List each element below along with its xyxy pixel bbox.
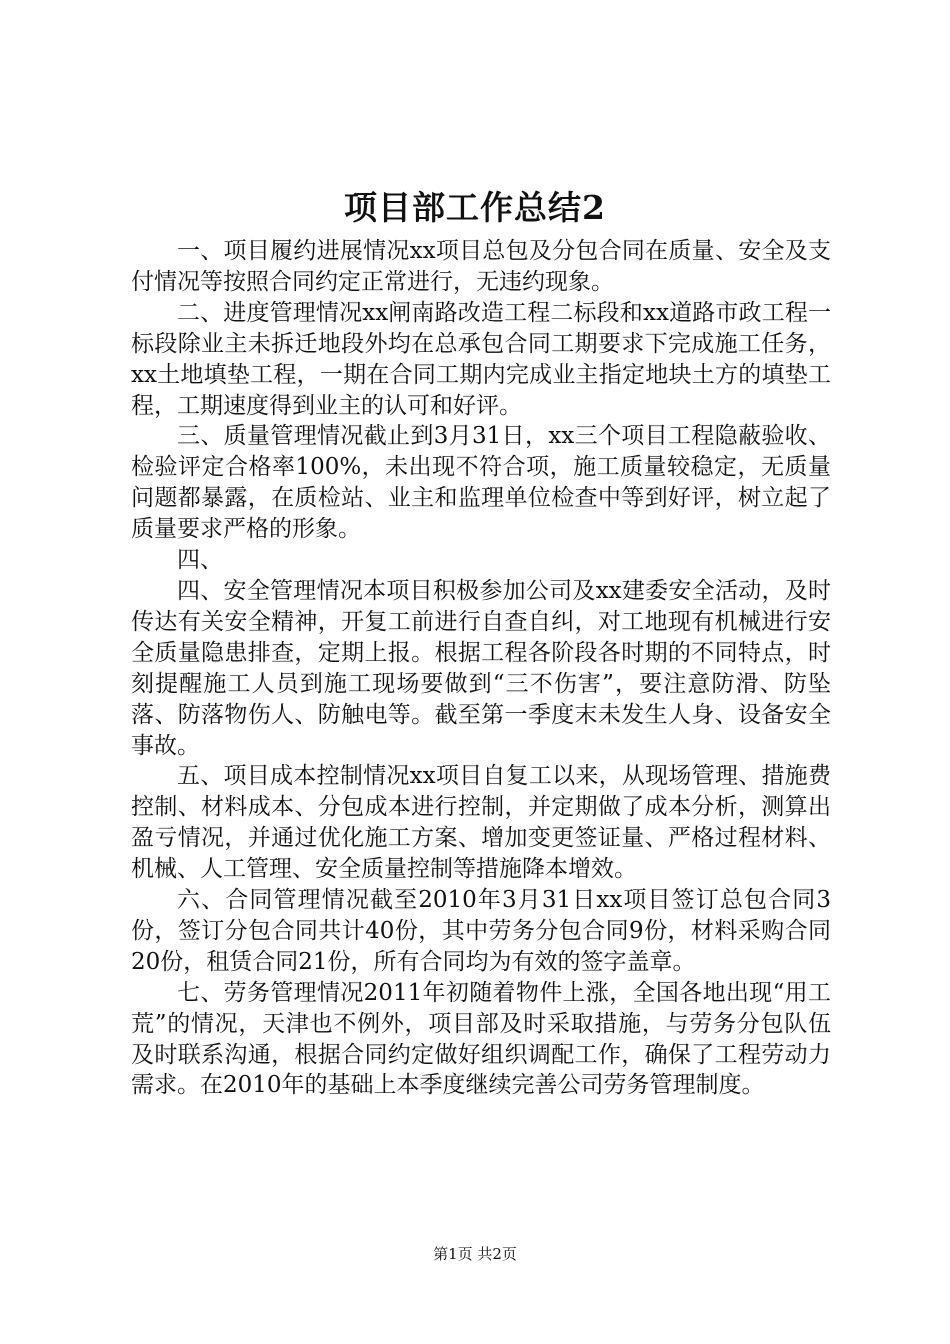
paragraph-7: 六、合同管理情况截至2010年3月31日xx项目签订总包合同3份，签订分包合同共计40份，其中劳务分包合同9份，材料采购合同20份，租赁合同21份，所有合同均为有效的签字盖章。: [131, 887, 831, 975]
page-number-footer: 第1页 共2页: [433, 1245, 517, 1263]
paragraph-1: 一、项目履约进展情况xx项目总包及分包合同在质量、安全及支付情况等按照合同约定正常进行，无违约现象。: [131, 238, 831, 295]
paragraph-8: 七、劳务管理情况2011年初随着物件上涨，全国各地出现“用工荒”的情况，天津也不例外，项目部及时采取措施，与劳务分包队伍及时联系沟通，根据合同约定做好组织调配工作，确保了工程劳动力需求。在2010年的基础上本季度继续完善公司劳务管理制度。: [131, 979, 831, 1099]
document-body: [131, 236, 831, 1101]
paragraph-5: 四、安全管理情况本项目积极参加公司及xx建委安全活动，及时传达有关安全精神，开复工前进行自查自纠，对工地现有机械进行安全质量隐患排查，定期上报。根据工程各阶段各时期的不同特点，时刻提醒施工人员到施工现场要做到“三不伤害”，要注意防滑、防坠落、防落物伤人、防触电等。截至第一季度末未发生人身、设备安全事故。: [131, 577, 831, 759]
paragraph-3: 三、质量管理情况截止到3月31日，xx三个项目工程隐蔽验收、检验评定合格率100%，未出现不符合项，施工质量较稳定，无质量问题都暴露，在质检站、业主和监理单位检查中等到好评，树立起了质量要求严格的形象。: [131, 423, 831, 543]
paragraph-2: 二、进度管理情况xx闸南路改造工程二标段和xx道路市政工程一标段除业主未拆迁地段外均在总承包合同工期要求下完成施工任务，xx土地填垫工程，一期在合同工期内完成业主指定地块土方的填垫工程，工期速度得到业主的认可和好评。: [131, 299, 831, 419]
paragraph-4: 四、: [177, 547, 223, 574]
paragraph-6: 五、项目成本控制情况xx项目自复工以来，从现场管理、措施费控制、材料成本、分包成本进行控制，并定期做了成本分析，测算出盈亏情况，并通过优化施工方案、增加变更签证量、严格过程材料、机械、人工管理、安全质量控制等措施降本增效。: [131, 763, 831, 883]
document-title: 项目部工作总结2: [344, 188, 606, 227]
